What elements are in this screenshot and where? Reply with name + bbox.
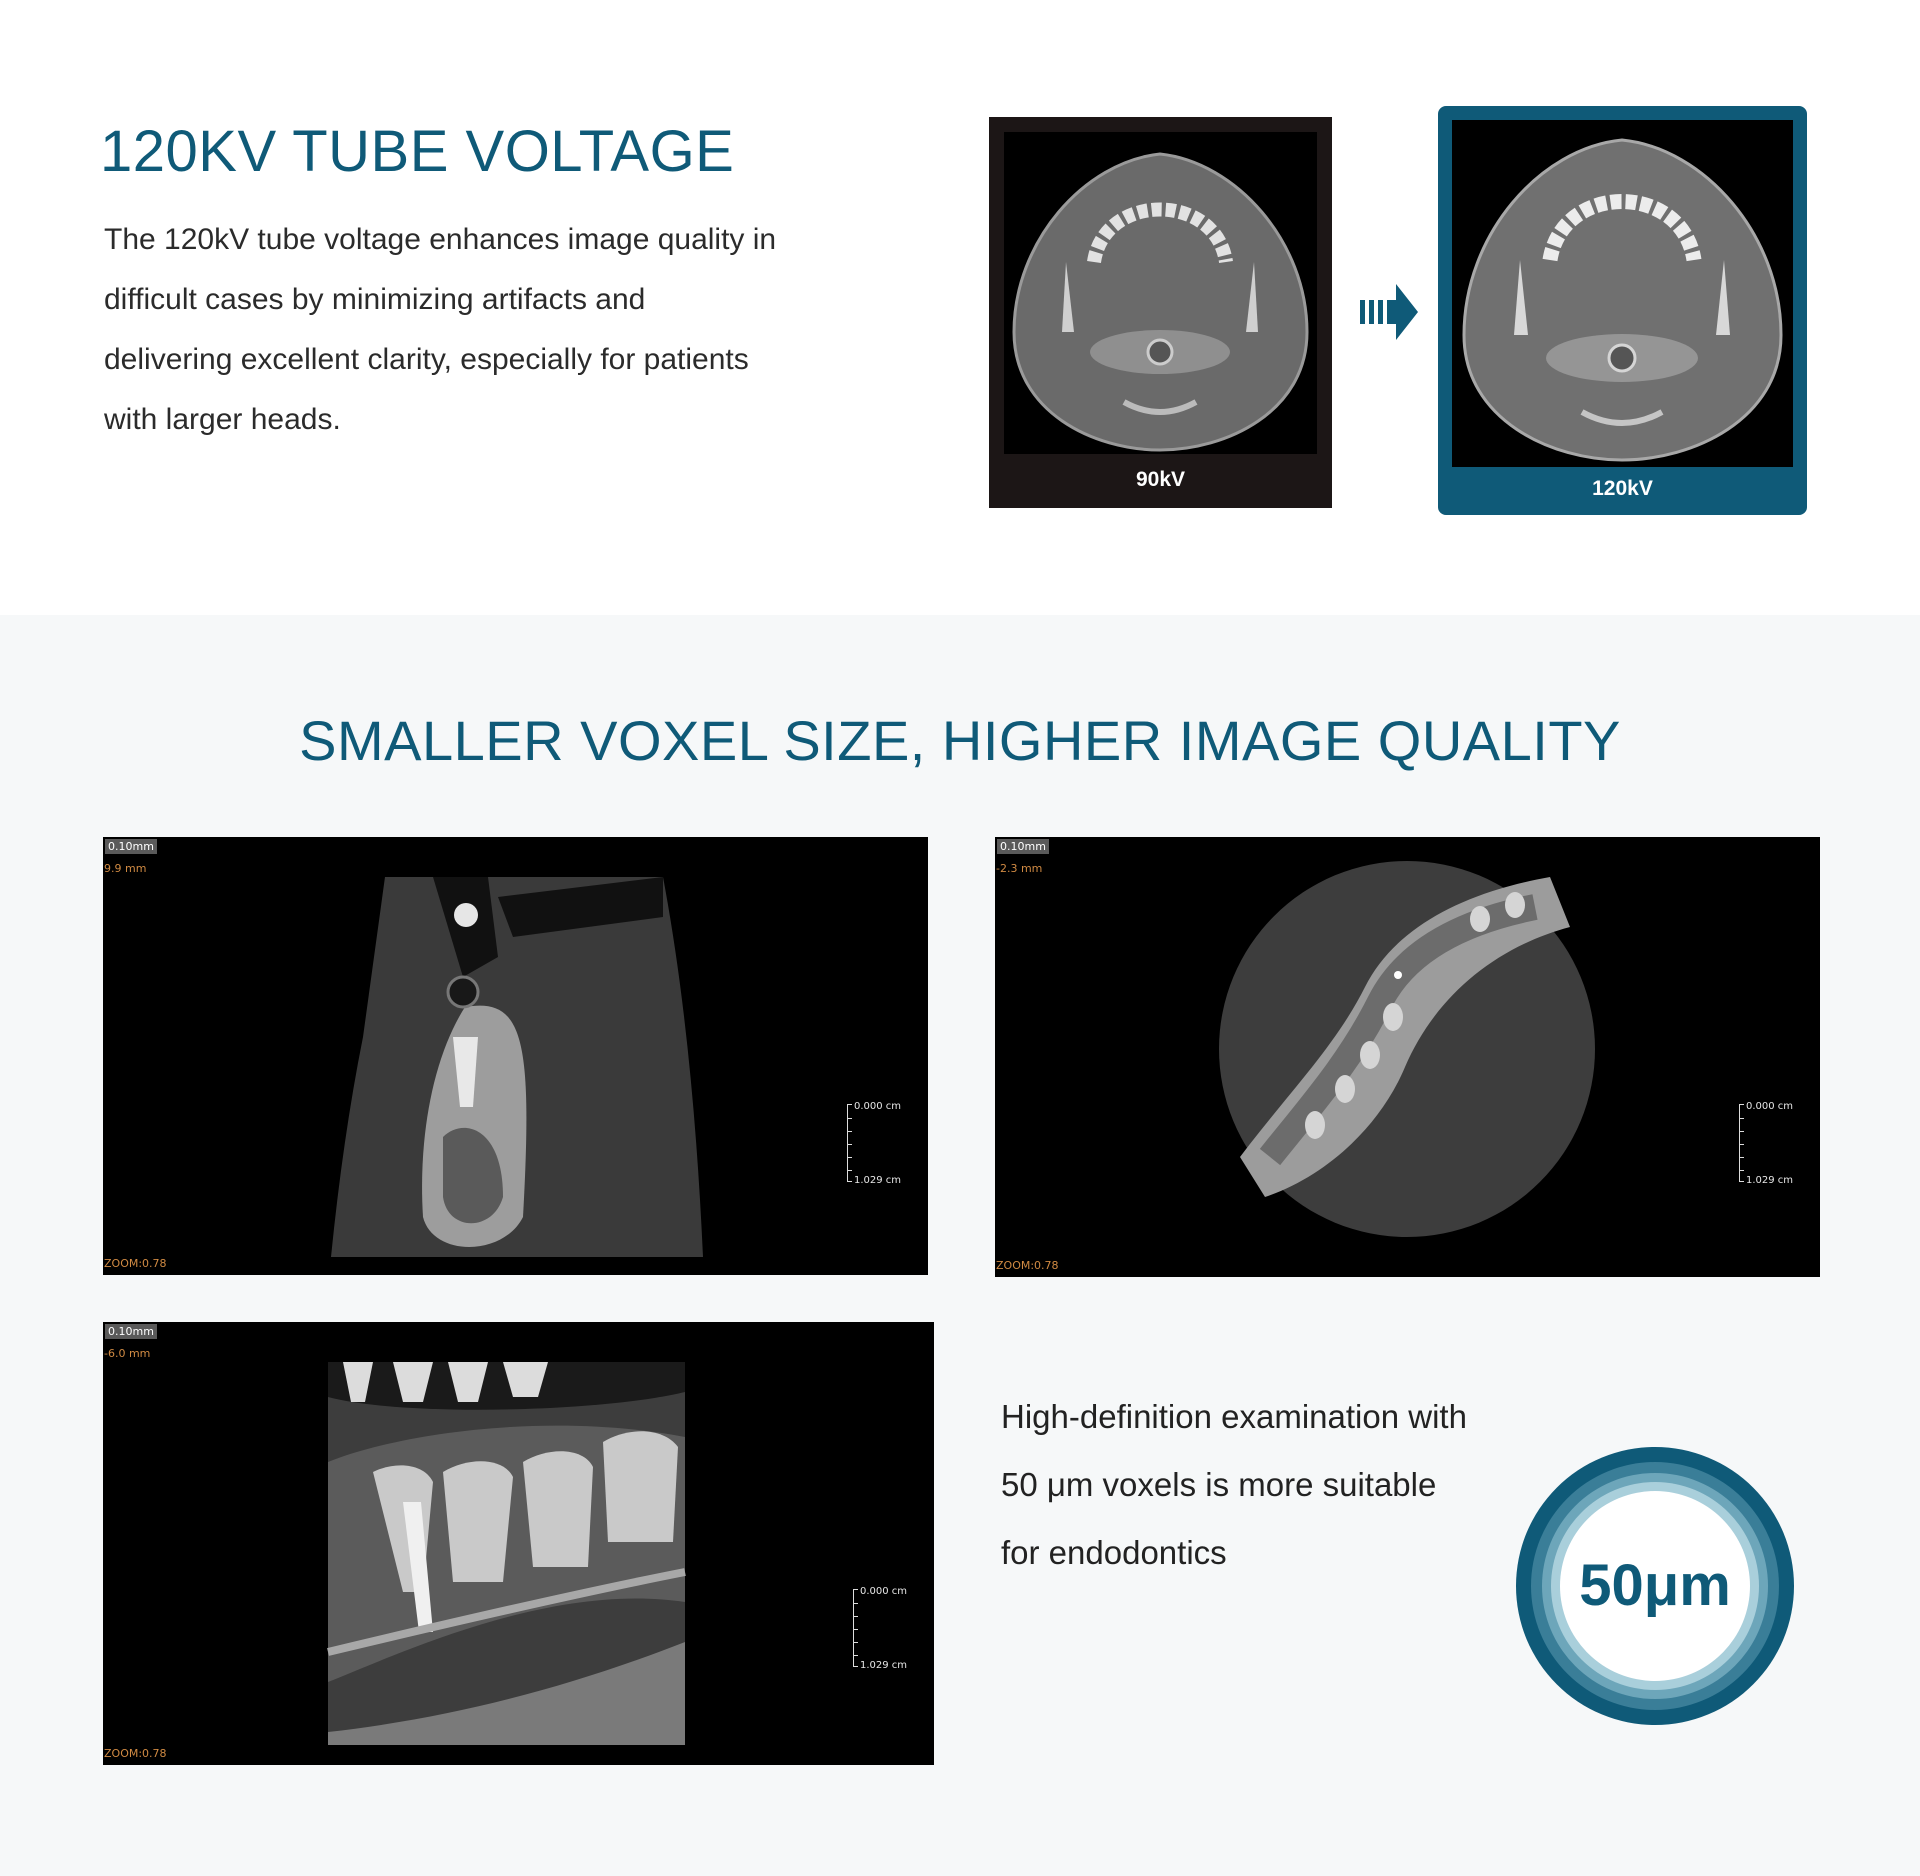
scan-resolution-tag: 0.10mm	[105, 1324, 157, 1339]
ct-label-90kv: 90kV	[1135, 468, 1186, 491]
ruler-tick	[848, 1157, 852, 1158]
ruler-bottom-label: 1.029 cm	[860, 1660, 908, 1671]
axial-jaw-scan-image	[1452, 120, 1793, 467]
ct-label-120kv: 120kV	[1592, 477, 1653, 500]
scan-zoom-tag: ZOOM:0.78	[996, 1259, 1059, 1272]
scale-ruler	[853, 1586, 923, 1670]
hd-description	[1001, 1383, 1561, 1587]
ruler-tick	[848, 1144, 852, 1145]
scan-sagittal	[103, 837, 928, 1275]
hd-line: for endodontics	[1001, 1534, 1227, 1571]
scale-ruler	[847, 1101, 917, 1185]
ruler-tick	[1740, 1131, 1744, 1132]
tube-voltage-title: 120KV TUBE VOLTAGE	[100, 119, 735, 184]
molar-section-scan-image	[103, 1322, 934, 1765]
voxel-title: SMALLER VOXEL SIZE, HIGHER IMAGE QUALITY	[299, 709, 1621, 772]
scan-zoom-tag: ZOOM:0.78	[104, 1257, 167, 1270]
ruler-tick	[1740, 1170, 1744, 1171]
ruler-top-label: 0.000 cm	[860, 1586, 908, 1597]
ruler-bar	[847, 1104, 852, 1182]
ct-scan-120kv	[1452, 120, 1793, 467]
tube-voltage-section	[0, 0, 1920, 615]
ruler-tick	[848, 1118, 852, 1119]
scan-resolution-tag: 0.10mm	[105, 839, 157, 854]
scan-depth-tag: -2.3 mm	[996, 862, 1043, 875]
axial-jaw-scan-image	[1004, 132, 1317, 454]
ruler-top-label: 0.000 cm	[854, 1101, 902, 1112]
scan-depth-tag: 9.9 mm	[104, 862, 147, 875]
ruler-bar	[1739, 1104, 1744, 1182]
scan-panoramic-molars	[103, 1322, 934, 1765]
ruler-tick	[1740, 1118, 1744, 1119]
ruler-tick	[1740, 1157, 1744, 1158]
hd-line: 50 μm voxels is more suitable	[1001, 1466, 1437, 1503]
ruler-tick	[1740, 1144, 1744, 1145]
scan-zoom-tag: ZOOM:0.78	[104, 1747, 167, 1760]
ruler-tick	[854, 1603, 858, 1604]
hd-line: High-definition examination with	[1001, 1398, 1467, 1435]
axial-arch-scan-image	[995, 837, 1820, 1277]
description-line: delivering excellent clarity, especially for patients	[104, 343, 749, 376]
voxel-size-badge	[1515, 1446, 1795, 1726]
scan-resolution-tag: 0.10mm	[997, 839, 1049, 854]
ruler-tick	[848, 1170, 852, 1171]
ct-scan-90kv	[1004, 132, 1317, 454]
scan-axial-circle	[995, 837, 1820, 1277]
sagittal-tooth-scan-image	[103, 837, 928, 1275]
ruler-tick	[854, 1642, 858, 1643]
description-line: difficult cases by minimizing artifacts and	[104, 283, 646, 316]
description-line: The 120kV tube voltage enhances image quality in	[104, 223, 777, 256]
description-line: with larger heads.	[104, 403, 341, 436]
arrow-right-icon	[1358, 280, 1420, 344]
ruler-bottom-label: 1.029 cm	[854, 1175, 902, 1186]
ruler-bottom-label: 1.029 cm	[1746, 1175, 1794, 1186]
ruler-bar	[853, 1589, 858, 1667]
ct-image-120kv	[1438, 106, 1807, 515]
ruler-tick	[854, 1629, 858, 1630]
ruler-top-label: 0.000 cm	[1746, 1101, 1794, 1112]
ruler-tick	[848, 1131, 852, 1132]
tube-voltage-description	[104, 210, 824, 450]
ruler-tick	[854, 1655, 858, 1656]
ct-image-90kv	[989, 117, 1332, 508]
badge-value: 50μm	[1579, 1553, 1731, 1618]
ruler-tick	[854, 1616, 858, 1617]
scale-ruler	[1739, 1101, 1809, 1185]
scan-depth-tag: -6.0 mm	[104, 1347, 151, 1360]
